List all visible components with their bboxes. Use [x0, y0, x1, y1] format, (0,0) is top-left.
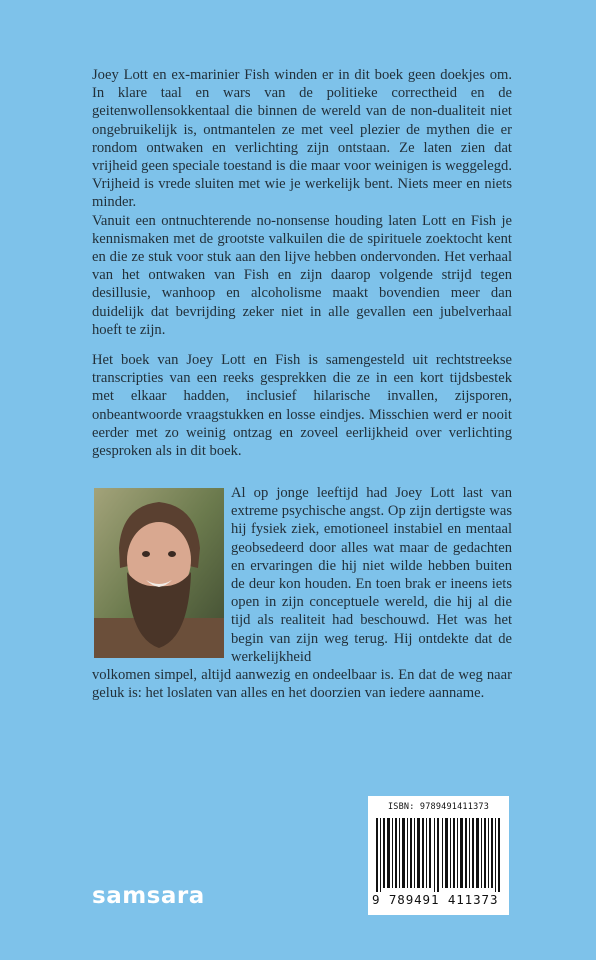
author-photo — [94, 488, 224, 658]
barcode-digits: 9 789491 411373 — [372, 892, 499, 907]
author-portrait-image — [94, 488, 224, 658]
blurb-text-top — [92, 66, 512, 339]
barcode-bars — [376, 818, 502, 892]
intro-paragraph: Joey Lott en ex-marinier Fish winden er in dit boek geen doekjes om. In klare taal en wars van de politieke correctheid en de geitenwollensokkentaal die binnen de wereld van de non-dualiteit niet ongebruikelijk is, ontmantelen ze met veel plezier de mythen die er rondom ontwaken en verlichting zijn ontstaan. Ze laten zien dat vrijheid geen speciale toestand is die maar voor weinigen is weggelegd. Vrijheid is vrede sluiten met wie je werkelijk bent. Niets meer en niets minder. — [92, 67, 512, 211]
third-paragraph: Het boek van Joey Lott en Fish is samengesteld uit rechtstreekse transcripties van een reeks gesprekken die ze in een kort tijdsbestek met elkaar hadden, inclusief hilarische invallen, zijsporen, onbeantwoorde vraagstukken en losse eindjes. Misschien werd er nooit eerder met zo weinig ontzag en zoveel eerlijkheid over verlichting gesproken als in dit boek. — [92, 352, 512, 460]
isbn-barcode — [368, 796, 509, 915]
isbn-label: ISBN: 9789491411373 — [387, 802, 490, 812]
author-bio-beside-photo: Al op jonge leeftijd had Joey Lott last van extreme psychische angst. Op zijn dertigste was hij fysiek ziek, emotioneel instabiel en mentaal geobsedeerd door alles wat maar de gedachten en ervaringen die hij niet wilde hebben buiten de deur kon houden. En toen brak er ineens iets open in zijn conceptuele wereld, die hij al die tijd als realiteit had beschouwd. Het was het begin van zijn weg terug. Hij ontdekte dat de werkelijkheid — [231, 485, 512, 665]
publisher-logo: samsara — [92, 883, 205, 909]
second-paragraph: Vanuit een ontnuchterende no-nonsense houding laten Lott en Fish je kennismaken met de grootste valkuilen die de spirituele zoektocht kent en die ze stuk voor stuk aan den lijve hebben ondervonden. Het verhaal van het ontwaken van Fish en zijn daarop volgende strijd tegen desillusie, wanhoop en alcoholisme maakt bovendien meer dan duidelijk dat bevrijding zeker niet in alle gevallen een jubelverhaal hoeft te zijn. — [92, 212, 512, 338]
blurb-text-middle — [92, 351, 512, 460]
author-bio-continued: volkomen simpel, altijd aanwezig en ondeelbaar is. En dat de weg naar geluk is: het loslaten van alles en het doorzien van iedere aanname. — [92, 667, 512, 702]
